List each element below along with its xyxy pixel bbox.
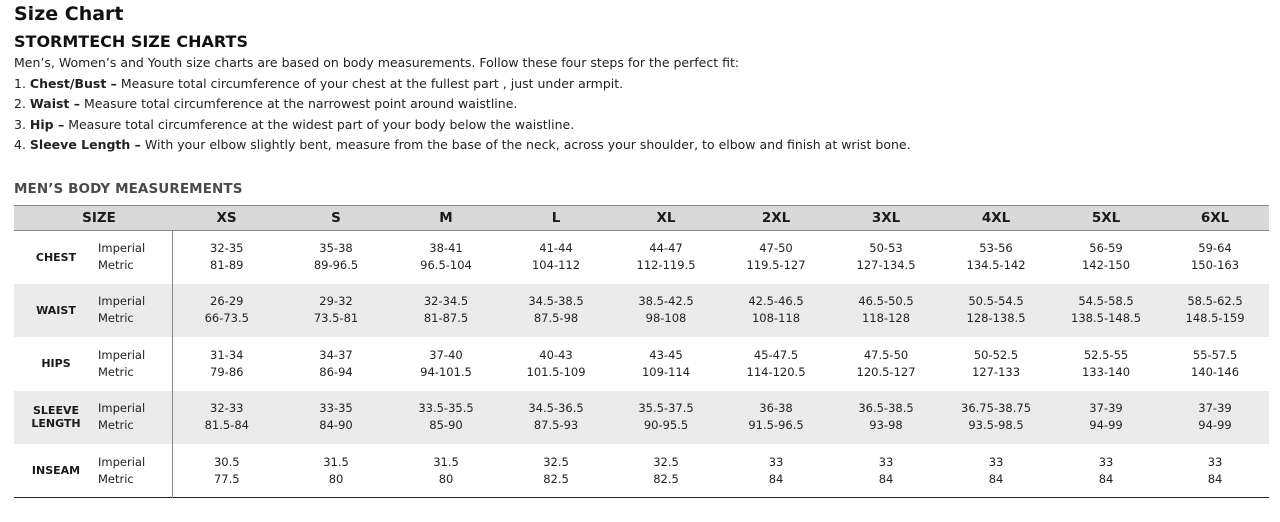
imperial-label: Imperial: [98, 401, 146, 416]
step-text: Measure total circumference at the narrowest point around waistline.: [84, 96, 518, 111]
table-cell: [1161, 337, 1269, 391]
imperial-value: 56-59: [1089, 241, 1123, 255]
imperial-value: 38.5-42.5: [638, 294, 694, 309]
table-cell: [1051, 391, 1161, 445]
table-cell: [281, 284, 391, 338]
step-number: 3.: [14, 116, 26, 132]
table-cell: [281, 444, 391, 498]
metric-label: Metric: [98, 258, 134, 272]
measurement-label: INSEAM: [31, 464, 81, 477]
metric-label: Metric: [98, 311, 134, 326]
imperial-value: 32-33: [210, 401, 244, 416]
table-cell: [172, 391, 281, 445]
table-cell: [611, 230, 721, 284]
metric-value: 89-96.5: [313, 258, 359, 272]
table-cell: [391, 337, 501, 391]
imperial-value: 37-39: [1089, 401, 1123, 416]
table-cell: [721, 391, 831, 445]
step-label: Waist –: [29, 96, 81, 111]
imperial-value: 33: [1098, 454, 1114, 469]
table-row-inseam: [14, 444, 1269, 498]
imperial-value: 34-37: [319, 347, 353, 362]
size-l: L: [501, 205, 611, 230]
step-chest: [14, 74, 1267, 95]
measurement-label-line: LENGTH: [31, 417, 81, 431]
step-number: 4.: [14, 137, 26, 152]
imperial-value: 35-38: [319, 241, 353, 255]
imperial-value: 52.5-55: [1083, 347, 1129, 362]
imperial-value: 44-47: [649, 241, 683, 255]
table-cell: [281, 391, 391, 445]
table-cell: [281, 230, 391, 284]
size-4xl: 4XL: [941, 205, 1051, 230]
size-xs: XS: [172, 205, 281, 230]
table-cell: [831, 284, 941, 338]
metric-value: 84: [768, 471, 784, 486]
metric-value: 77.5: [213, 471, 240, 486]
intro-text: Men’s, Women’s and Youth size charts are based on body measurements. Follow these four steps for the perfect fit:: [14, 55, 740, 70]
imperial-value: 37-39: [1198, 401, 1232, 416]
metric-value: 118-128: [861, 311, 911, 326]
table-cell: [1051, 444, 1161, 498]
measurement-label: WAIST: [36, 303, 76, 317]
table-row-waist: [14, 284, 1269, 338]
metric-value: 140-146: [1190, 364, 1240, 379]
metric-value: 82.5: [543, 471, 569, 486]
metric-value: 128-138.5: [966, 311, 1026, 326]
step-text: Measure total circumference of your chest at the fullest part , just under armpit.: [120, 75, 624, 91]
step-text: With your elbow slightly bent, measure from the base of the neck, across your shoulder, to elbow and finish at wrist bone.: [144, 137, 911, 152]
step-number: 2.: [14, 96, 26, 111]
metric-value: 84: [988, 471, 1004, 486]
size-2xl: 2XL: [721, 205, 831, 230]
imperial-value: 42.5-46.5: [748, 294, 804, 309]
unit-labels: [98, 444, 172, 498]
table-cell: [1161, 391, 1269, 445]
metric-value: 93.5-98.5: [968, 418, 1024, 433]
imperial-value: 29-32: [319, 294, 353, 309]
imperial-value: 40-43: [539, 347, 573, 362]
table-cell: [721, 337, 831, 391]
size-header-row: [14, 205, 1269, 230]
size-5xl: 5XL: [1051, 205, 1161, 230]
metric-label: Metric: [98, 471, 134, 486]
size-s: S: [281, 205, 391, 230]
size-chart-table: [14, 205, 1269, 499]
table-cell: [941, 284, 1051, 338]
imperial-value: 53-56: [979, 241, 1013, 255]
imperial-value: 31-34: [210, 347, 244, 362]
imperial-value: 38-41: [429, 241, 463, 255]
metric-value: 114-120.5: [746, 364, 806, 379]
table-cell: [501, 391, 611, 445]
table-cell: [941, 444, 1051, 498]
imperial-label: Imperial: [98, 454, 146, 469]
metric-value: 108-118: [751, 311, 801, 326]
metric-value: 101.5-109: [526, 364, 586, 379]
imperial-value: 32.5: [653, 454, 679, 469]
table-cell: [1161, 284, 1269, 338]
metric-value: 81-87.5: [423, 311, 469, 326]
metric-value: 86-94: [319, 364, 353, 379]
size-header: SIZE: [14, 205, 172, 230]
metric-value: 112-119.5: [636, 258, 696, 272]
imperial-value: 58.5-62.5: [1187, 294, 1243, 309]
metric-value: 133-140: [1081, 364, 1131, 379]
imperial-label: Imperial: [98, 294, 146, 309]
table-cell: [1161, 444, 1269, 498]
table-cell: [281, 337, 391, 391]
imperial-value: 33.5-35.5: [418, 401, 474, 416]
metric-value: 84-90: [319, 418, 353, 433]
imperial-value: 50-53: [869, 241, 903, 255]
table-cell: [831, 444, 941, 498]
table-cell: [941, 337, 1051, 391]
step-waist: [14, 94, 1267, 115]
imperial-value: 36.75-38.75: [961, 401, 1032, 416]
metric-value: 81.5-84: [204, 418, 249, 433]
metric-label: Metric: [98, 418, 134, 433]
metric-value: 91.5-96.5: [748, 418, 804, 433]
table-cell: [941, 230, 1051, 284]
table-cell: [501, 284, 611, 338]
metric-value: 81-89: [210, 258, 244, 272]
metric-value: 104-112: [531, 258, 581, 272]
imperial-value: 32-35: [210, 241, 244, 255]
section-title: STORMTECH SIZE CHARTS: [14, 32, 248, 51]
table-row-chest: [14, 230, 1269, 284]
table-cell: [501, 230, 611, 284]
imperial-value: 33: [768, 454, 784, 469]
metric-value: 96.5-104: [420, 258, 472, 272]
step-text: Measure total circumference at the widest part of your body below the waistline.: [68, 116, 575, 132]
table-cell: [1051, 230, 1161, 284]
unit-labels: [98, 391, 172, 445]
imperial-value: 33: [878, 454, 894, 469]
metric-value: 84: [878, 471, 894, 486]
metric-value: 66-73.5: [204, 311, 249, 326]
metric-value: 80: [328, 471, 344, 486]
unit-labels: [98, 230, 172, 284]
table-cell: [501, 337, 611, 391]
table-cell: [831, 230, 941, 284]
metric-value: 120.5-127: [856, 364, 916, 379]
metric-value: 150-163: [1190, 258, 1240, 272]
metric-value: 84: [1098, 471, 1114, 486]
size-3xl: 3XL: [831, 205, 941, 230]
imperial-value: 47-50: [759, 241, 793, 255]
table-cell: [172, 284, 281, 338]
imperial-value: 33: [988, 454, 1004, 469]
step-number: 1.: [14, 75, 26, 91]
table-cell: [721, 284, 831, 338]
table-cell: [611, 444, 721, 498]
step-hip: [14, 115, 1267, 136]
metric-value: 142-150: [1081, 258, 1131, 272]
step-sleeve: [14, 135, 1267, 156]
imperial-value: 31.5: [323, 454, 349, 469]
imperial-value: 34.5-36.5: [528, 401, 584, 416]
table-cell: [391, 230, 501, 284]
metric-value: 94-101.5: [420, 364, 472, 379]
imperial-label: Imperial: [98, 347, 146, 362]
metric-value: 119.5-127: [746, 258, 806, 272]
imperial-value: 32-34.5: [423, 294, 469, 309]
table-cell: [611, 391, 721, 445]
imperial-value: 33: [1207, 454, 1223, 469]
table-cell: [172, 337, 281, 391]
instructions: [14, 53, 1267, 156]
imperial-value: 50-52.5: [973, 347, 1019, 362]
imperial-value: 34.5-38.5: [528, 294, 584, 309]
size-m: M: [391, 205, 501, 230]
metric-value: 90-95.5: [643, 418, 689, 433]
imperial-value: 41-44: [539, 241, 573, 255]
measurement-label: [14, 391, 98, 445]
imperial-value: 31.5: [433, 454, 459, 469]
metric-value: 80: [438, 471, 454, 486]
table-cell: [831, 337, 941, 391]
imperial-value: 47.5-50: [863, 347, 909, 362]
table-cell: [611, 337, 721, 391]
step-label: Hip –: [29, 116, 65, 132]
table-row-hips: [14, 337, 1269, 391]
metric-value: 93-98: [869, 418, 903, 433]
metric-value: 94-99: [1198, 418, 1232, 433]
metric-value: 79-86: [210, 364, 244, 379]
metric-value: 134.5-142: [966, 258, 1026, 272]
metric-value: 87.5-93: [533, 418, 579, 433]
imperial-value: 55-57.5: [1192, 347, 1238, 362]
table-cell: [501, 444, 611, 498]
metric-value: 87.5-98: [533, 311, 579, 326]
page-title: Size Chart: [14, 3, 124, 25]
metric-value: 73.5-81: [313, 311, 359, 326]
metric-value: 127-133: [971, 364, 1021, 379]
imperial-value: 30.5: [213, 454, 240, 469]
imperial-value: 26-29: [210, 294, 244, 309]
table-cell: [1161, 230, 1269, 284]
table-cell: [611, 284, 721, 338]
table-cell: [391, 391, 501, 445]
size-xl: XL: [611, 205, 721, 230]
table-cell: [831, 391, 941, 445]
imperial-value: 36.5-38.5: [858, 401, 914, 416]
table-cell: [391, 284, 501, 338]
imperial-value: 35.5-37.5: [638, 401, 694, 416]
table-cell: [941, 391, 1051, 445]
metric-value: 94-99: [1089, 418, 1123, 433]
measurement-label: HIPS: [41, 357, 71, 371]
table-cell: [1051, 337, 1161, 391]
metric-value: 127-134.5: [856, 258, 916, 272]
table-title: MEN’S BODY MEASUREMENTS: [14, 180, 243, 197]
measurement-label-line: SLEEVE: [33, 404, 79, 418]
metric-value: 138.5-148.5: [1071, 311, 1142, 326]
imperial-value: 46.5-50.5: [858, 294, 914, 309]
step-label: Chest/Bust –: [29, 75, 117, 91]
table-cell: [721, 230, 831, 284]
table-cell: [172, 230, 281, 284]
table-cell: [391, 444, 501, 498]
imperial-value: 54.5-58.5: [1078, 294, 1134, 309]
imperial-value: 43-45: [649, 347, 683, 362]
table-cell: [1051, 284, 1161, 338]
step-label: Sleeve Length –: [29, 137, 141, 152]
imperial-value: 45-47.5: [753, 347, 799, 362]
metric-value: 84: [1207, 471, 1223, 486]
table-cell: [172, 444, 281, 498]
metric-value: 109-114: [641, 364, 691, 379]
imperial-label: Imperial: [98, 241, 146, 255]
metric-value: 98-108: [645, 311, 687, 326]
metric-value: 148.5-159: [1185, 311, 1245, 326]
metric-value: 85-90: [429, 418, 463, 433]
unit-labels: [98, 284, 172, 338]
imperial-value: 59-64: [1198, 241, 1232, 255]
table-cell: [721, 444, 831, 498]
metric-label: Metric: [98, 364, 134, 379]
unit-labels: [98, 337, 172, 391]
imperial-value: 32.5: [543, 454, 569, 469]
imperial-value: 50.5-54.5: [968, 294, 1024, 309]
imperial-value: 36-38: [759, 401, 793, 416]
imperial-value: 37-40: [429, 347, 463, 362]
metric-value: 82.5: [653, 471, 679, 486]
measurement-label: CHEST: [35, 250, 77, 264]
size-6xl: 6XL: [1161, 205, 1269, 230]
imperial-value: 33-35: [319, 401, 353, 416]
table-row-sleeve-length: [14, 391, 1269, 445]
